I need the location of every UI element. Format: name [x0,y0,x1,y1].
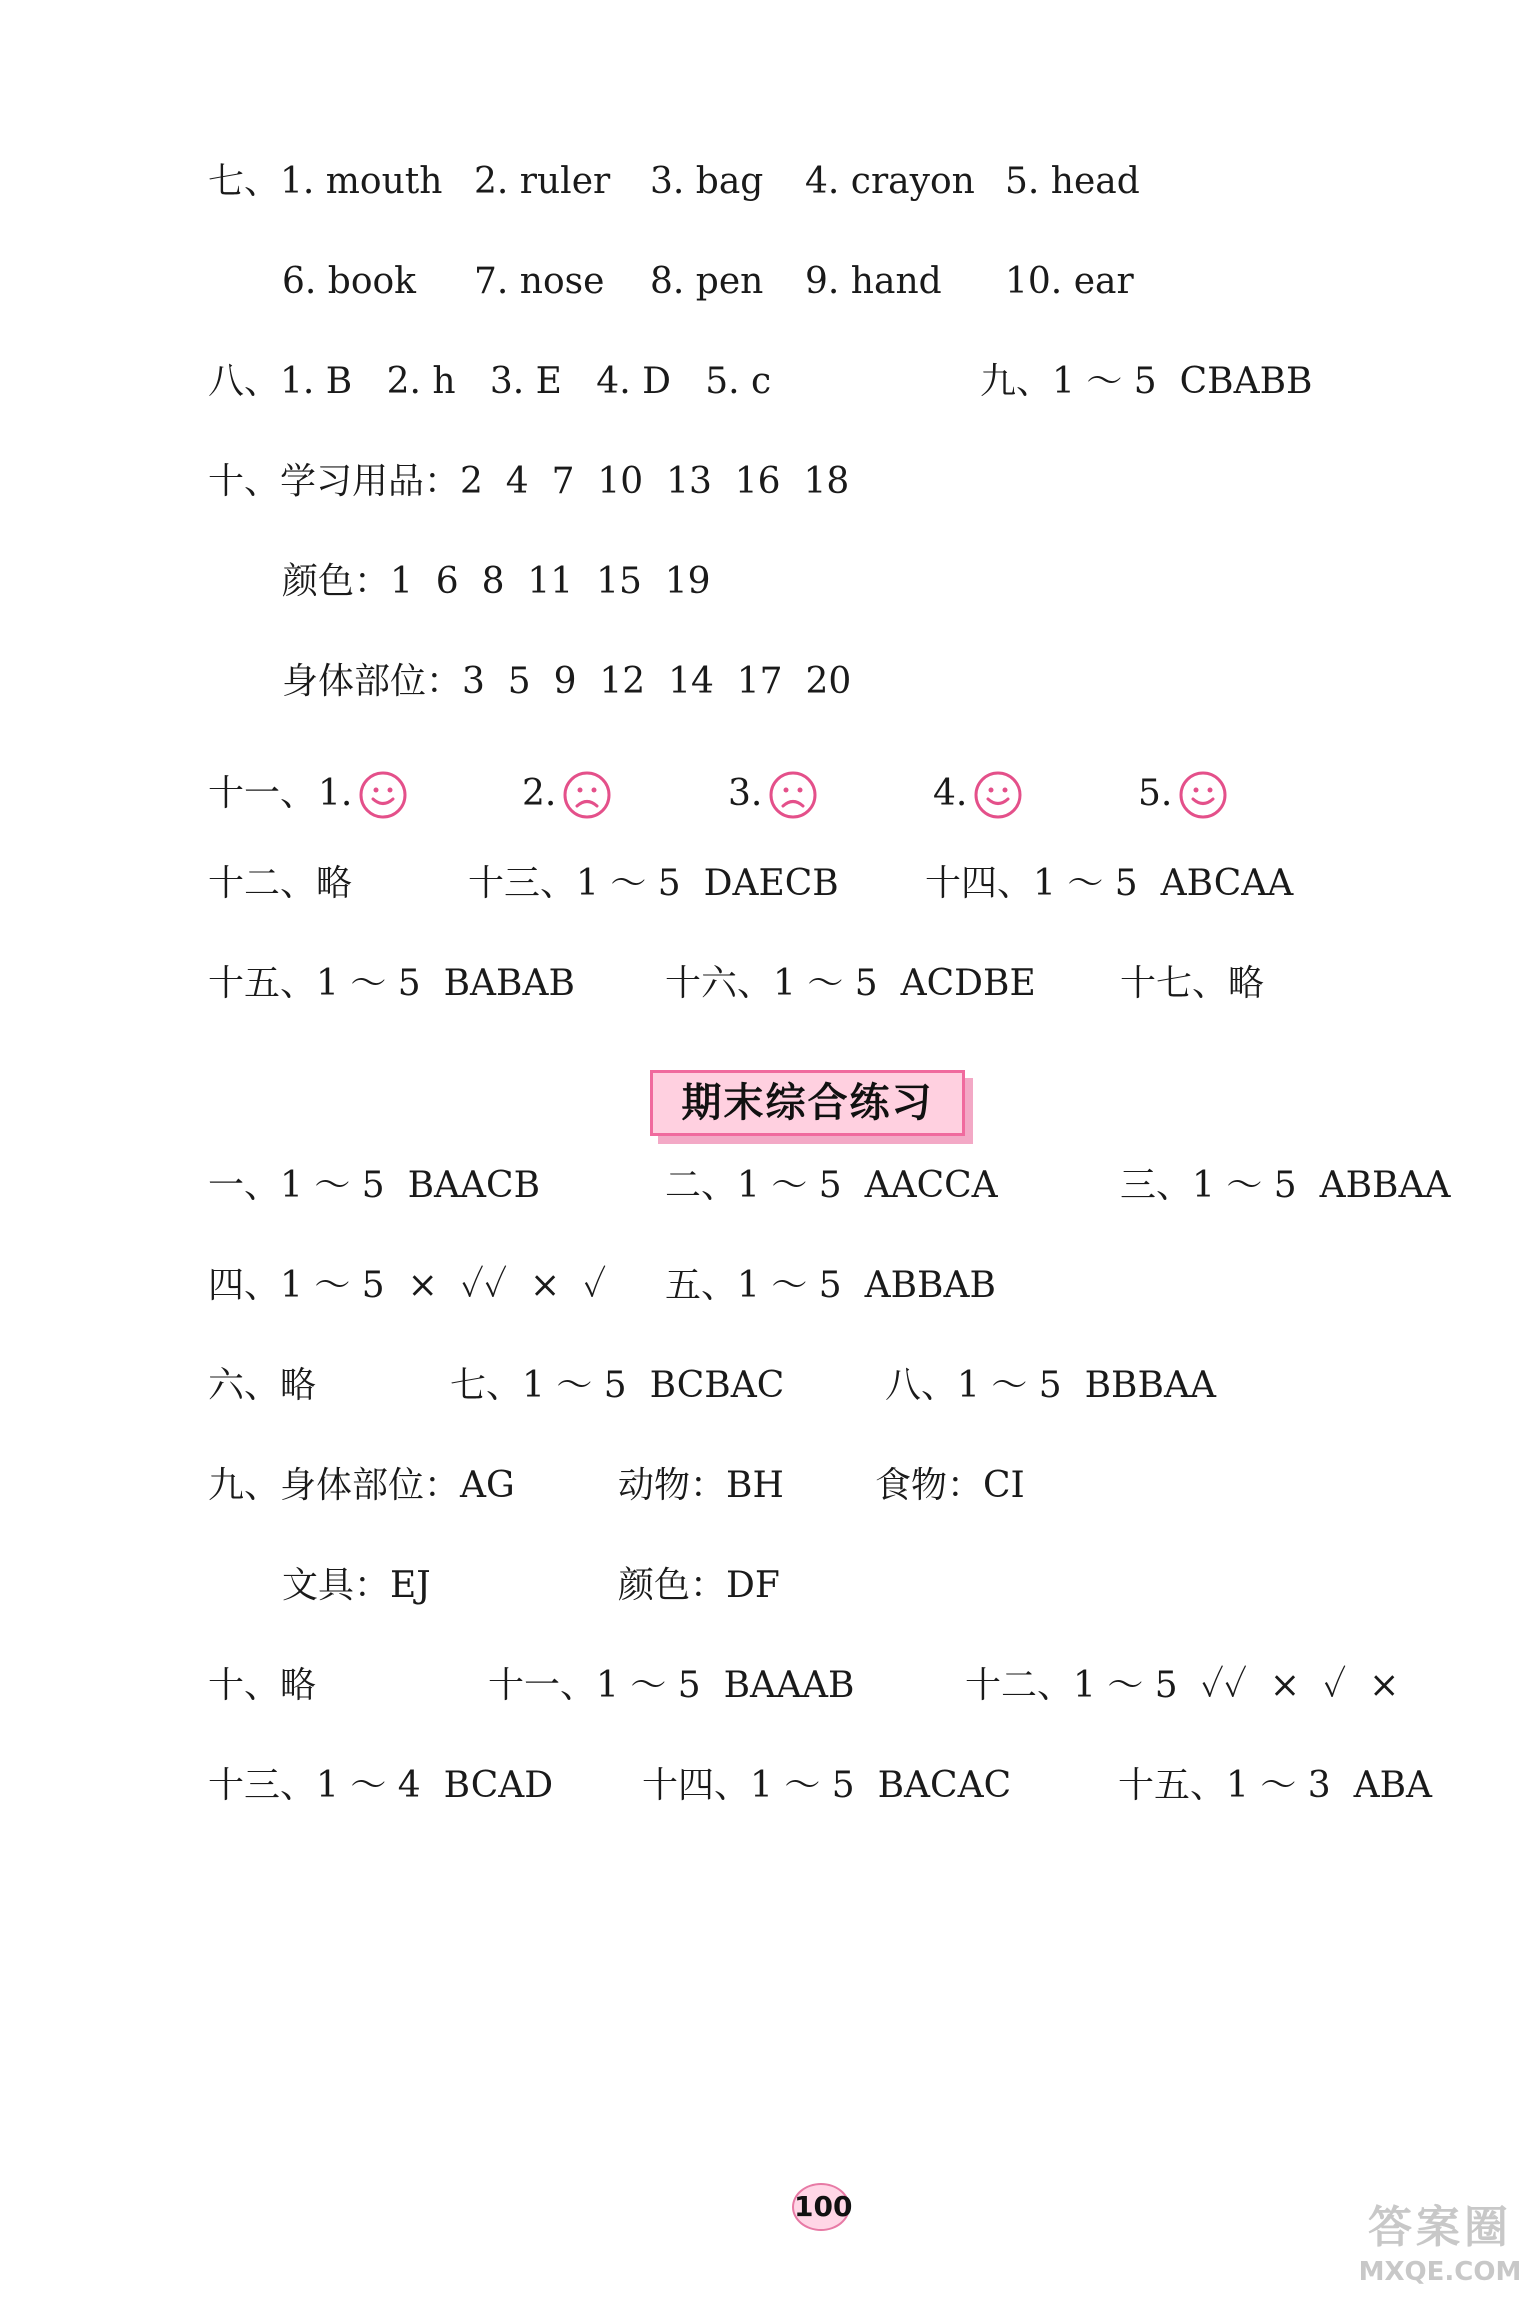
q9-answer: 九、1 ～ 5 CBABB [980,361,1313,402]
final-q12-answer: 十二、1 ～ 5 ✓✓ × ✓ × [965,1665,1400,1706]
final-q7-answer: 七、1 ～ 5 BCBAC [450,1365,785,1406]
final-q6-answer: 六、略 [208,1365,317,1406]
q10-stationery: 十、学习用品：2 4 7 10 13 16 18 [208,461,850,502]
final-q9-food: 食物：CI [875,1465,1025,1506]
q7-item-6: 6. book [282,261,416,302]
q11-num-2: 2. [522,773,557,814]
smile-face-icon [358,770,408,820]
q7-item-2: 2. ruler [474,161,611,202]
q7-item-3: 3. bag [650,161,764,202]
q11-num-5: 5. [1138,773,1173,814]
final-q2-answer: 二、1 ～ 5 AACCA [665,1165,998,1206]
final-q5-answer: 五、1 ～ 5 ABBAB [665,1265,996,1306]
q17-answer: 十七、略 [1120,963,1265,1004]
q7-item-4: 4. crayon [805,161,975,202]
q7-item-9: 9. hand [805,261,942,302]
q7-item-1: 七、1. mouth [208,161,443,202]
q8-answer: 八、1. B 2. h 3. E 4. D 5. c [208,361,772,402]
page-number: 100 [792,2183,850,2231]
q11-num-1: 1. [318,773,353,814]
q11-prefix: 十一、 [208,773,317,814]
final-q15-answer: 十五、1 ～ 3 ABA [1118,1765,1433,1806]
smile-face-icon [1178,770,1228,820]
q11-num-4: 4. [933,773,968,814]
q7-item-7: 7. nose [474,261,605,302]
final-q9-animals: 动物：BH [618,1465,784,1506]
q12-answer: 十二、略 [208,863,353,904]
final-q13-answer: 十三、1 ～ 4 BCAD [208,1765,554,1806]
smile-face-icon [973,770,1023,820]
q14-answer: 十四、1 ～ 5 ABCAA [925,863,1294,904]
q11-num-3: 3. [728,773,763,814]
final-q8-answer: 八、1 ～ 5 BBBAA [885,1365,1216,1406]
final-q3-answer: 三、1 ～ 5 ABBAA [1120,1165,1451,1206]
q16-answer: 十六、1 ～ 5 ACDBE [665,963,1036,1004]
q13-answer: 十三、1 ～ 5 DAECB [468,863,839,904]
final-q10-answer: 十、略 [208,1665,317,1706]
final-q14-answer: 十四、1 ～ 5 BACAC [642,1765,1012,1806]
watermark-logo [1345,2200,1535,2304]
q7-item-5: 5. head [1005,161,1140,202]
section-title: 期末综合练习 [650,1070,965,1136]
frown-face-icon [562,770,612,820]
q10-colors: 颜色：1 6 8 11 15 19 [282,561,711,602]
final-q9-body-parts: 九、身体部位：AG [208,1465,515,1506]
q10-body-parts: 身体部位：3 5 9 12 14 17 20 [282,661,852,702]
q7-item-10: 10. ear [1005,261,1134,302]
final-q9-colors: 颜色：DF [618,1565,780,1606]
watermark-bottom: MXQE.COM [1358,2257,1522,2287]
final-q4-answer: 四、1 ～ 5 × ✓✓ × ✓ [208,1265,607,1306]
watermark-top: 答案圈 [1368,2202,1512,2253]
q15-answer: 十五、1 ～ 5 BABAB [208,963,575,1004]
q7-item-8: 8. pen [650,261,764,302]
final-q9-stationery: 文具：EJ [282,1565,431,1606]
final-q11-answer: 十一、1 ～ 5 BAAAB [488,1665,855,1706]
final-q1-answer: 一、1 ～ 5 BAACB [208,1165,541,1206]
frown-face-icon [768,770,818,820]
